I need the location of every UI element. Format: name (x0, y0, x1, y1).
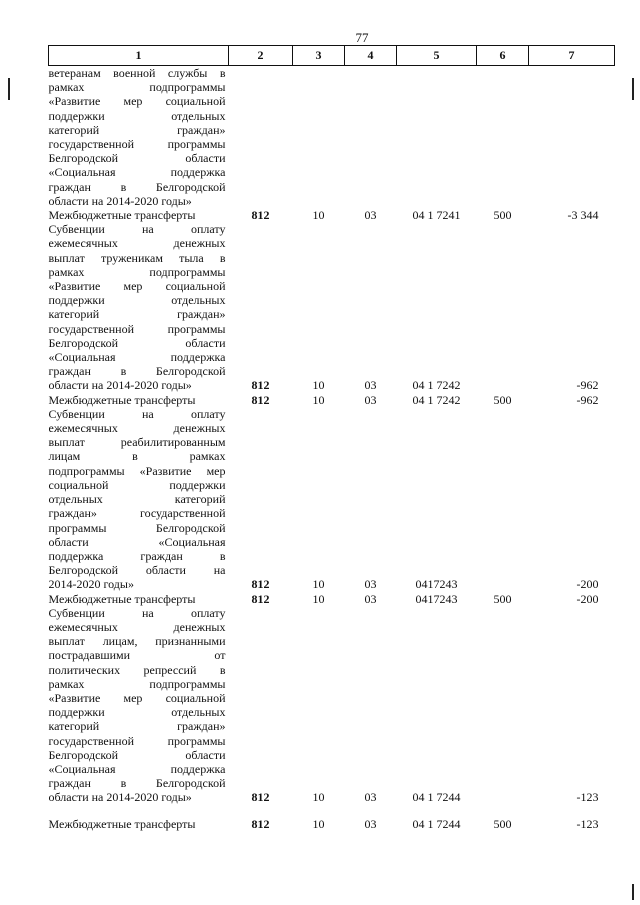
amount-cell: -962 (576, 392, 599, 407)
description-line: «Развитие мер социальной (48, 94, 226, 109)
description-line: лицам в рамках (48, 449, 226, 464)
scan-edge-mark-right (632, 78, 634, 100)
table-row (49, 407, 615, 592)
description-line: пострадавшими от (48, 648, 226, 663)
column-header: 6 (477, 46, 529, 66)
description-line: категорий граждан» (48, 719, 226, 734)
amount-cell: -3 344 (567, 208, 599, 223)
description-line: социальной поддержки (48, 477, 226, 492)
table-row (49, 66, 615, 209)
expense-type-cell: 500 (493, 816, 512, 831)
column-header: 2 (229, 46, 293, 66)
admin-code-cell: 812 (251, 392, 270, 407)
amount-cell: -962 (576, 378, 599, 393)
expense-type-cell: 500 (493, 208, 512, 223)
description-line: поддержки отдельных (48, 108, 226, 123)
section-code-cell: 10 (312, 816, 325, 831)
scan-edge-mark-left (8, 78, 10, 100)
section-code-cell: 10 (312, 790, 325, 805)
description-line: области на 2014-2020 годы» (48, 193, 192, 208)
description-line: выплат реабилитированным (48, 435, 226, 450)
expense-type-cell: 500 (493, 591, 512, 606)
target-article-cell: 04 1 7242 (412, 378, 461, 393)
subsection-code-cell: 03 (364, 790, 377, 805)
description-line: «Социальная поддержка (48, 350, 226, 365)
expense-type-cell (477, 222, 529, 392)
row-description (49, 393, 229, 407)
description-line: области «Социальная (48, 534, 226, 549)
section-code-cell (293, 66, 345, 209)
description-line: Субвенции на оплату (48, 605, 226, 620)
expense-type-cell (477, 66, 529, 209)
admin-code-cell: 812 (251, 591, 270, 606)
subsection-code-cell: 03 (364, 591, 377, 606)
description-line: Белгородской области (48, 747, 226, 762)
description-line: граждан в Белгородской (48, 179, 226, 194)
table-row (49, 805, 615, 831)
column-header: 1 (49, 46, 229, 66)
description-line: ежемесячных денежных (48, 236, 226, 251)
expense-type-cell (477, 407, 529, 592)
description-line: области на 2014-2020 годы» (48, 378, 192, 393)
admin-code-cell (229, 66, 293, 209)
description-line: «Социальная поддержка (48, 761, 226, 776)
description-line: граждан в Белгородской (48, 776, 226, 791)
description-line: поддержки отдельных (48, 293, 226, 308)
description-line: Субвенции на оплату (48, 222, 226, 237)
subsection-code-cell: 03 (364, 392, 377, 407)
target-article-cell: 04 1 7242 (412, 392, 461, 407)
description-line: выплат труженикам тыла в (48, 250, 226, 265)
admin-code-cell: 812 (251, 208, 270, 223)
description-line: рамках подпрограммы (48, 676, 226, 691)
row-description (49, 407, 229, 592)
scan-edge-mark-bottom (632, 884, 634, 900)
table-row (49, 606, 615, 805)
row-description (49, 805, 229, 831)
row-description (49, 222, 229, 392)
description-line: «Социальная поддержка (48, 165, 226, 180)
section-code-cell: 10 (312, 591, 325, 606)
target-article-cell: 0417243 (415, 591, 458, 606)
description-line: поддержка граждан в (48, 548, 226, 563)
description-line: 2014-2020 годы» (48, 577, 134, 592)
row-description (49, 592, 229, 606)
description-line: Белгородской области (48, 335, 226, 350)
description-line: области на 2014-2020 годы» (48, 790, 192, 805)
description-line: рамках подпрограммы (48, 264, 226, 279)
target-article-cell: 0417243 (415, 577, 458, 592)
description-line: выплат лицам, признанными (48, 634, 226, 649)
description-line: «Развитие мер социальной (48, 279, 226, 294)
row-description (49, 66, 229, 209)
table-body (49, 66, 615, 831)
subsection-code-cell: 03 (364, 378, 377, 393)
target-article-cell: 04 1 7244 (412, 790, 461, 805)
description-line: государственной программы (48, 137, 226, 152)
admin-code-cell: 812 (251, 816, 270, 831)
description-line: Межбюджетные трансферты (48, 208, 196, 223)
description-line: программы Белгородской (48, 520, 226, 535)
description-line: подпрограммы «Развитие мер (48, 463, 226, 478)
row-description (49, 208, 229, 222)
column-header: 5 (397, 46, 477, 66)
column-header: 7 (529, 46, 615, 66)
description-line: «Развитие мер социальной (48, 690, 226, 705)
description-line: Белгородской области на (48, 563, 226, 578)
admin-code-cell: 812 (251, 378, 270, 393)
description-line: Межбюджетные трансферты (48, 816, 196, 831)
expense-type-cell (477, 606, 529, 805)
description-line: отдельных категорий (48, 492, 226, 507)
row-description (49, 606, 229, 805)
description-line: ежемесячных денежных (48, 619, 226, 634)
section-code-cell: 10 (312, 378, 325, 393)
table-header-row (49, 46, 615, 66)
amount-cell: -123 (576, 816, 599, 831)
subsection-code-cell (345, 66, 397, 209)
description-line: рамках подпрограммы (48, 80, 226, 95)
subsection-code-cell: 03 (364, 577, 377, 592)
amount-cell: -200 (576, 591, 599, 606)
subsection-code-cell: 03 (364, 816, 377, 831)
expense-type-cell: 500 (493, 392, 512, 407)
description-line: Белгородской области (48, 151, 226, 166)
section-code-cell: 10 (312, 577, 325, 592)
target-article-cell: 04 1 7244 (412, 816, 461, 831)
admin-code-cell: 812 (251, 577, 270, 592)
page-number: 77 (355, 30, 369, 45)
target-article-cell (397, 66, 477, 209)
description-line: политических репрессий в (48, 662, 226, 677)
table-row (49, 208, 615, 222)
column-header: 3 (293, 46, 345, 66)
description-line: ежемесячных денежных (48, 421, 226, 436)
amount-cell: -123 (576, 790, 599, 805)
description-line: категорий граждан» (48, 122, 226, 137)
table-row (49, 222, 615, 392)
description-line: Субвенции на оплату (48, 406, 226, 421)
target-article-cell: 04 1 7241 (412, 208, 461, 223)
description-line: категорий граждан» (48, 307, 226, 322)
admin-code-cell: 812 (251, 790, 270, 805)
amount-cell (529, 66, 615, 209)
section-code-cell: 10 (312, 392, 325, 407)
description-line: поддержки отдельных (48, 705, 226, 720)
table-row (49, 592, 615, 606)
section-code-cell: 10 (312, 208, 325, 223)
subsection-code-cell: 03 (364, 208, 377, 223)
description-line: граждан» государственной (48, 506, 226, 521)
description-line: граждан в Белгородской (48, 364, 226, 379)
budget-table (48, 45, 615, 831)
description-line: Межбюджетные трансферты (48, 392, 196, 407)
description-line: Межбюджетные трансферты (48, 591, 196, 606)
description-line: государственной программы (48, 321, 226, 336)
description-line: ветеранам военной службы в (48, 66, 226, 80)
table-row (49, 393, 615, 407)
amount-cell: -200 (576, 577, 599, 592)
column-header: 4 (345, 46, 397, 66)
description-line: государственной программы (48, 733, 226, 748)
